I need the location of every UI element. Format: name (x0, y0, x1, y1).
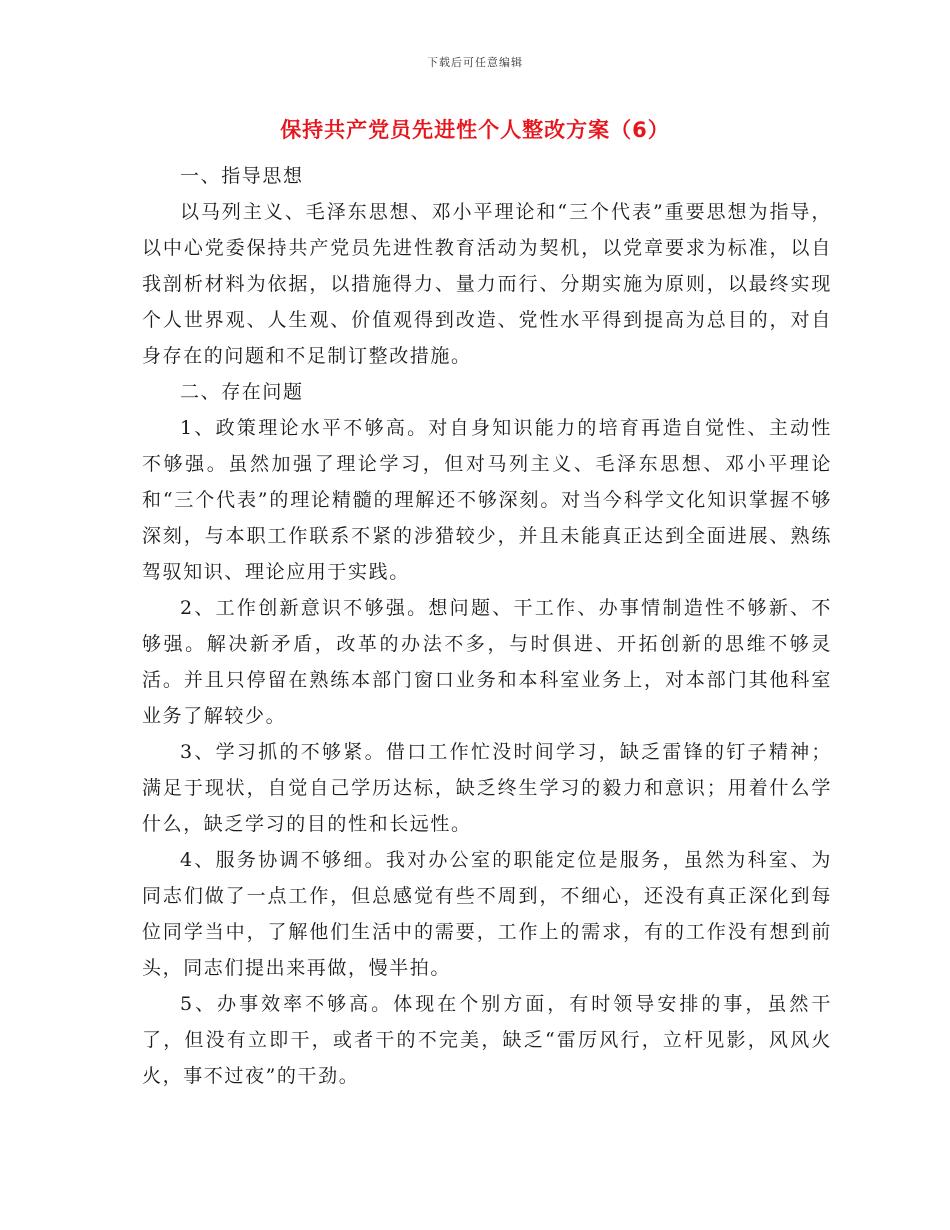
problem-item-1: 1、政策理论水平不够高。对自身知识能力的培育再造自觉性、主动性不够强。虽然加强了理论学习，但对马列主义、毛泽东思想、邓小平理论和“三个代表”的理论精髓的理解还不够深刻。对当今科学文化知识掌握不够深刻，与本职工作联系不紧的涉猎较少，并且未能真正达到全面进展、熟练驾驭知识、理论应用于实践。 (142, 417, 832, 583)
paragraph-guiding-ideology: 以马列主义、毛泽东思想、邓小平理论和“三个代表”重要思想为指导，以中心党委保持共产党员先进性教育活动为契机，以党章要求为标准，以自我剖析材料为依据，以措施得力、量力而行、分期实施为原则，以最终实现个人世界观、人生观、价值观得到改造、党性水平得到提高为总目的，对自身存在的问题和不足制订整改措施。 (142, 201, 832, 367)
section-heading-existing-problems: 二、存在问题 (180, 381, 304, 403)
document-title: 保持共产党员先进性个人整改方案（6） (280, 118, 670, 142)
problem-item-3: 3、学习抓的不够紧。借口工作忙没时间学习，缺乏雷锋的钉子精神；满足于现状，自觉自己学历达标，缺乏终生学习的毅力和意识；用着什么学什么，缺乏学习的目的性和长远性。 (142, 741, 832, 835)
section-heading-guiding-ideology: 一、指导思想 (180, 165, 304, 187)
header-note: 下载后可任意编辑 (427, 56, 523, 69)
document-body (142, 158, 832, 1094)
problem-item-5: 5、办事效率不够高。体现在个别方面，有时领导安排的事，虽然干了，但没有立即干，或者干的不完美，缺乏“雷厉风行，立杆见影，风风火火，事不过夜”的干劲。 (142, 993, 832, 1087)
problem-item-2: 2、工作创新意识不够强。想问题、干工作、办事情制造性不够新、不够强。解决新矛盾，改革的办法不多，与时俱进、开拓创新的思维不够灵活。并且只停留在熟练本部门窗口业务和本科室业务上，对本部门其他科室业务了解较少。 (142, 597, 832, 727)
problem-item-4: 4、服务协调不够细。我对办公室的职能定位是服务，虽然为科室、为同志们做了一点工作，但总感觉有些不周到，不细心，还没有真正深化到每位同学当中，了解他们生活中的需要，工作上的需求，有的工作没有想到前头，同志们提出来再做，慢半拍。 (142, 849, 832, 979)
